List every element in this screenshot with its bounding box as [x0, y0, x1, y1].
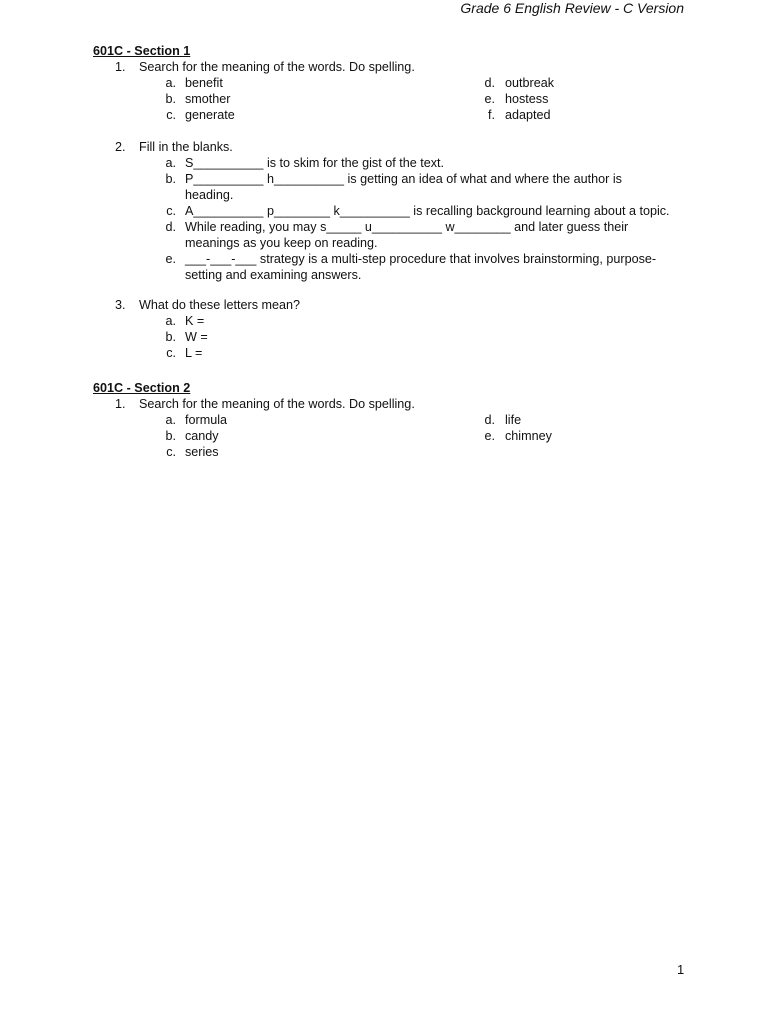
item-text: smother: [185, 92, 231, 106]
item-label: a.: [165, 314, 176, 328]
question-number: 3.: [115, 298, 126, 312]
list-item: [93, 75, 713, 91]
list-item: [93, 444, 453, 460]
item-text: candy: [185, 429, 219, 443]
list-item: [93, 219, 713, 251]
question-text: Fill in the blanks.: [139, 140, 233, 154]
item-label: b.: [165, 172, 176, 186]
item-label: c.: [166, 346, 176, 360]
item-label: a.: [165, 76, 176, 90]
header-title: Grade 6 English Review - C Version: [460, 0, 684, 16]
item-text: outbreak: [505, 76, 555, 90]
item-text: While reading, you may s_____ u__________ w________ and later guess their meanings as you keep on reading.: [185, 220, 629, 250]
item-label: c.: [166, 204, 176, 218]
item-text: hostess: [505, 92, 549, 106]
item-label: d.: [484, 76, 495, 90]
item-text: S__________ is to skim for the gist of the text.: [185, 156, 445, 170]
list-item: [93, 107, 713, 123]
item-text: series: [185, 445, 219, 459]
question-number: 1.: [115, 397, 126, 411]
list-item: [93, 345, 713, 361]
item-label: f.: [488, 108, 495, 122]
list-item: [93, 313, 713, 329]
item-text: generate: [185, 108, 235, 122]
item-text: A__________ p________ k__________ is recalling background learning about a topic.: [185, 204, 670, 218]
item-label: b.: [165, 92, 176, 106]
question-number: 2.: [115, 140, 126, 154]
section-2-title: 601C - Section 2: [93, 381, 191, 395]
list-item: [93, 329, 713, 345]
list-item: [93, 203, 713, 219]
section-1: [93, 43, 713, 361]
item-label: e.: [484, 92, 495, 106]
section-1-title: 601C - Section 1: [93, 44, 191, 58]
item-label: c.: [166, 108, 176, 122]
item-label: b.: [165, 330, 176, 344]
item-label: a.: [165, 413, 176, 427]
item-text: formula: [185, 413, 227, 427]
item-text: K =: [185, 314, 205, 328]
question-text: Search for the meaning of the words. Do spelling.: [139, 60, 415, 74]
word-list: [93, 412, 713, 460]
item-label: d.: [484, 413, 495, 427]
item-label: e.: [484, 429, 495, 443]
item-text: adapted: [505, 108, 551, 122]
letters-list: [93, 313, 713, 361]
fill-in-list: [93, 155, 713, 283]
list-item: [93, 171, 713, 203]
section-2-question-1: [93, 396, 713, 412]
item-text: benefit: [185, 76, 223, 90]
item-label: c.: [166, 445, 176, 459]
question-text: What do these letters mean?: [139, 298, 301, 312]
item-label: a.: [165, 156, 176, 170]
question-text: Search for the meaning of the words. Do spelling.: [139, 397, 415, 411]
section-1-question-2: [93, 139, 713, 155]
item-label: d.: [165, 220, 176, 234]
item-text: W =: [185, 330, 208, 344]
item-text: L =: [185, 346, 203, 360]
question-number: 1.: [115, 60, 126, 74]
section-2: [93, 380, 713, 460]
page-number: 1: [677, 962, 685, 977]
list-item: [93, 155, 713, 171]
list-item: [93, 91, 713, 107]
list-item: [93, 412, 713, 428]
list-item: [93, 428, 713, 444]
item-text: ___-___-___ strategy is a multi-step procedure that involves brainstorming, purpose-setting and examining answers.: [185, 252, 657, 282]
item-text: P__________ h__________ is getting an idea of what and where the author is heading.: [185, 172, 622, 202]
item-text: chimney: [505, 429, 552, 443]
item-label: b.: [165, 429, 176, 443]
word-list: [93, 75, 713, 123]
list-item: [93, 251, 713, 283]
section-1-question-3: [93, 297, 713, 313]
section-1-question-1: [93, 59, 713, 75]
item-text: life: [505, 413, 522, 427]
item-label: e.: [165, 252, 176, 266]
